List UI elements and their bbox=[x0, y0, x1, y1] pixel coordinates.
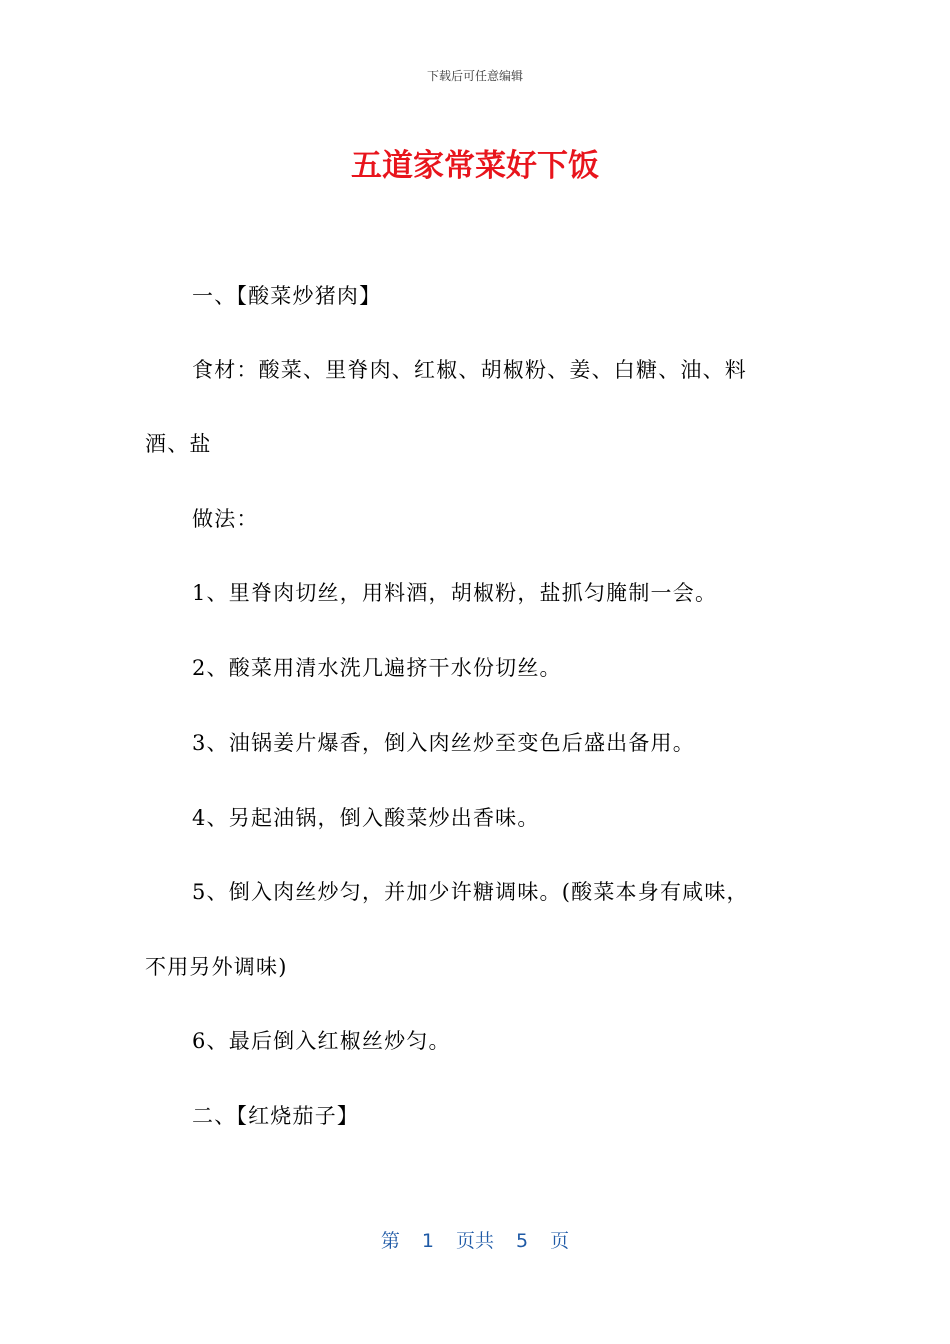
step-6: 6、最后倒入红椒丝炒匀。 bbox=[192, 1029, 451, 1053]
page-total: 5 bbox=[516, 1230, 529, 1252]
step-5: 5、倒入肉丝炒匀，并加少许糖调味。(酸菜本身有咸味， bbox=[192, 880, 749, 904]
section-heading-2: 二、【红烧茄子】 bbox=[192, 1104, 360, 1128]
ingredients-line-continued: 酒、盐 bbox=[145, 432, 212, 456]
method-label: 做法： bbox=[192, 507, 259, 531]
step-4: 4、另起油锅，倒入酸菜炒出香味。 bbox=[192, 806, 540, 830]
page-prefix: 第 bbox=[380, 1230, 400, 1252]
step-2: 2、酸菜用清水洗几遍挤干水份切丝。 bbox=[192, 656, 562, 680]
ingredients-line: 食材：酸菜、里脊肉、红椒、胡椒粉、姜、白糖、油、料 bbox=[192, 358, 747, 382]
step-5-continued: 不用另外调味) bbox=[145, 955, 288, 979]
page-suffix: 页 bbox=[550, 1230, 570, 1252]
section-heading-1: 一、【酸菜炒猪肉】 bbox=[192, 284, 382, 308]
step-1: 1、里脊肉切丝，用料酒，胡椒粉，盐抓匀腌制一会。 bbox=[192, 581, 718, 605]
page-number: 1 bbox=[421, 1230, 434, 1252]
document-title: 五道家常菜好下饭 bbox=[351, 148, 599, 184]
page-indicator bbox=[0, 1226, 950, 1253]
header-note: 下载后可任意编辑 bbox=[426, 69, 523, 83]
step-3: 3、油锅姜片爆香，倒入肉丝炒至变色后盛出备用。 bbox=[192, 731, 695, 755]
page-mid: 页共 bbox=[455, 1230, 494, 1252]
